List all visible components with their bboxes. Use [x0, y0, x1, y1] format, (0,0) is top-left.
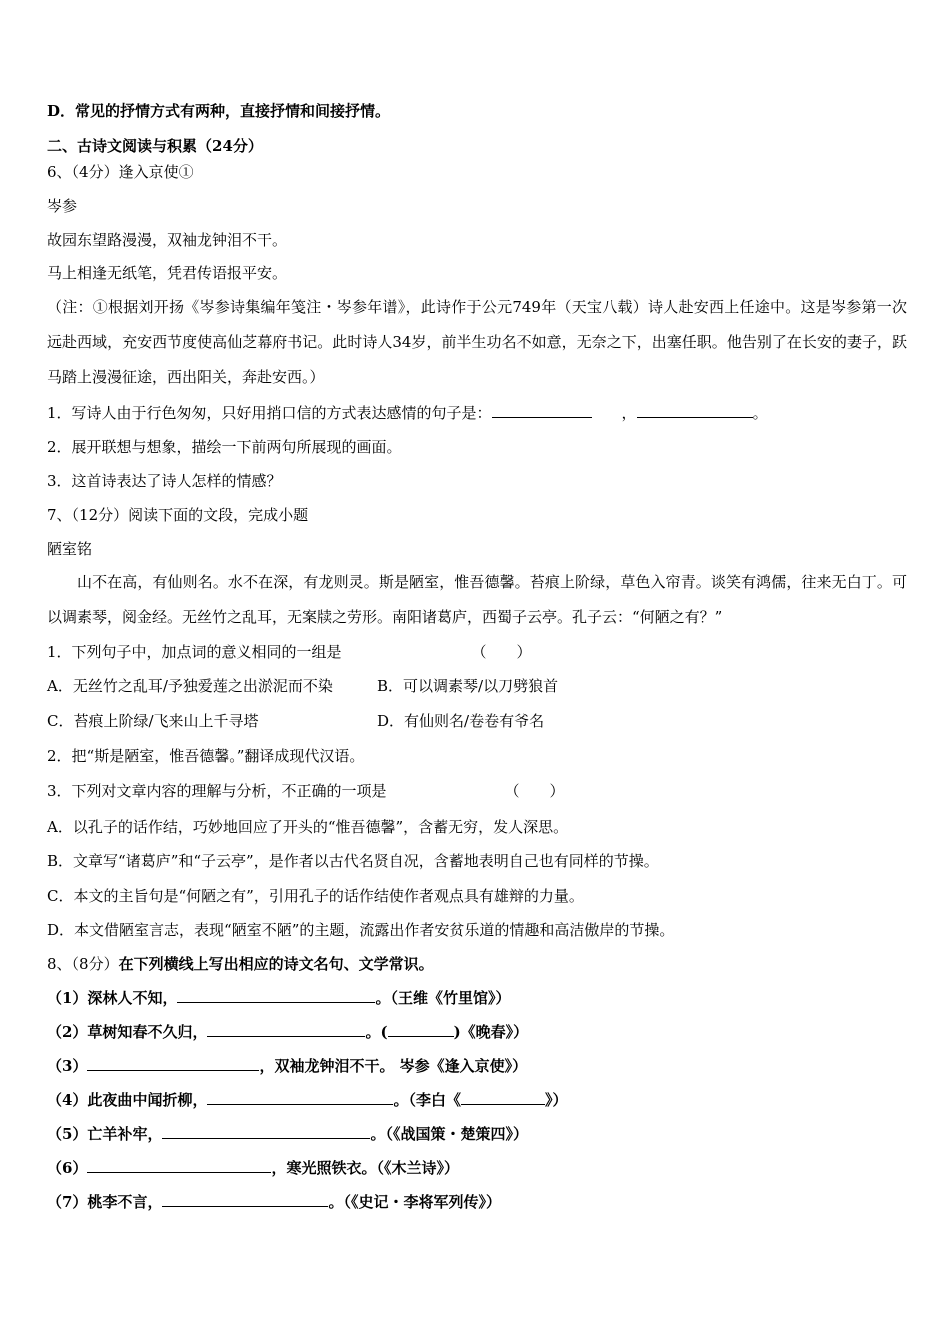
option-a: A．无丝竹之乱耳/予独爱莲之出淤泥而不染 [47, 677, 333, 695]
q7-sub3-option-a: A．以孔子的话作结，巧妙地回应了开头的“惟吾德馨”，含蓄无穷，发人深思。 [47, 818, 569, 836]
passage-text: 山不在高，有仙则名。水不在深，有龙则灵。斯是陋室，惟吾德馨。苔痕上阶绿，草色入帘青。谈笑有鸿儒，往来无白丁。可以调素琴，阅金经。无丝竹之乱耳，无案牍之劳形。南阳诸葛庐，西蜀子云亭。孔子云：“何陋之有？” [47, 573, 907, 626]
q6-sub2: 2．展开联想与想象，描绘一下前两句所展现的画面。 [47, 438, 402, 456]
q8-item-4 [47, 1090, 907, 1110]
q7-sub3 [47, 781, 907, 801]
q7-sub3-option-b: B．文章写“诸葛庐”和“子云亭”，是作者以古代名贤自况，含蓄地表明自己也有同样的节操。 [47, 852, 659, 870]
option-c: C．苔痕上阶绿/飞来山上千寻塔 [47, 712, 259, 730]
q8-header [47, 954, 907, 974]
answer-blank[interactable] [87, 1158, 271, 1173]
q7-sub3-text: 3．下列对文章内容的理解与分析，不正确的一项是 [47, 782, 387, 800]
poem-line-1: 故园东望路漫漫，双袖龙钟泪不干。 [47, 231, 288, 249]
poem-author: 岑参 [47, 197, 78, 215]
q8-item-2-mid: 。( [365, 1023, 388, 1041]
q7-sub3-option-d: D．本文借陋室言志，表现“陋室不陋”的主题，流露出作者安贫乐道的情趣和高洁傲岸的节操。 [47, 921, 675, 939]
poem-line-2: 马上相逢无纸笔，凭君传语报平安。 [47, 264, 288, 282]
answer-blank[interactable] [162, 1124, 370, 1139]
q7-options-cd [47, 711, 907, 731]
section-title: 二、古诗文阅读与积累（24分） [47, 137, 263, 155]
answer-blank[interactable] [162, 1192, 328, 1207]
q7-options-ab [47, 676, 907, 696]
q8-item-7-source: 。（《史记・李将军列传》） [328, 1193, 501, 1211]
q8-item-2-source: )《晚春》） [453, 1023, 529, 1041]
q7-sub3-option-c: C．本文的主旨句是“何陋之有”，引用孔子的话作结使作者观点具有雄辩的力量。 [47, 887, 584, 905]
q8-item-6-num: （6） [47, 1159, 88, 1177]
q8-item-7 [47, 1192, 907, 1212]
q8-header-num: 8、（8分） [47, 955, 119, 973]
q8-item-4-mid: 。（李白《 [393, 1091, 461, 1109]
option-b: B．可以调素琴/以刀劈狼首 [377, 677, 559, 695]
q6-header: 6、（4分）逢入京使➀ [47, 163, 194, 181]
q6-sub1 [47, 403, 907, 423]
q6-sub1-end: 。 [752, 404, 768, 422]
passage-title: 陋室铭 [47, 540, 93, 558]
q8-item-7-text: （7）桃李不言， [47, 1193, 163, 1211]
answer-blank[interactable] [87, 1056, 259, 1071]
q8-item-5-text: （5）亡羊补牢， [47, 1125, 163, 1143]
q8-item-4-end: 》） [544, 1091, 568, 1109]
poem-note: （注：➀根据刘开扬《岑参诗集编年笺注・岑参年谱》，此诗作于公元749年（天宝八载）诗人赴安西上任途中。这是岑参第一次远赴西域，充安西节度使高仙芝幕府书记。此时诗人34岁，前半生功名不如意，无奈之下，出塞任职。他告别了在长安的妻子，跃马踏上漫漫征途，西出阳关，奔赴安西。） [47, 298, 907, 386]
q8-item-3-num: （3） [47, 1057, 88, 1075]
q8-header-text: 在下列横线上写出相应的诗文名句、文学常识。 [118, 955, 434, 973]
q8-item-1-text: （1）深林人不知， [47, 989, 178, 1007]
q7-sub3-paren: （ ） [504, 782, 565, 800]
q8-item-3-text: ，双袖龙钟泪不干。 岑参《逢入京使》） [259, 1057, 528, 1075]
q6-sub1-comma: ， [621, 404, 637, 422]
q8-item-3 [47, 1056, 907, 1076]
q6-sub1-text: 1．写诗人由于行色匆匆，只好用捎口信的方式表达感情的句子是： [47, 404, 492, 422]
q7-sub1 [47, 642, 907, 662]
answer-blank[interactable] [461, 1090, 545, 1105]
q8-item-5-source: 。（《战国策・楚策四》） [370, 1125, 528, 1143]
option-d: D．有仙则名/卷卷有爷名 [377, 712, 545, 730]
q8-item-4-text: （4）此夜曲中闻折柳， [47, 1091, 208, 1109]
answer-blank[interactable] [388, 1022, 454, 1037]
option-d-lyric: D．常见的抒情方式有两种，直接抒情和间接抒情。 [47, 102, 391, 120]
q8-item-1 [47, 988, 907, 1008]
q7-sub1-paren: （ ） [471, 643, 532, 661]
q8-item-6-text: ，寒光照铁衣。（《木兰诗》） [271, 1159, 459, 1177]
q8-item-5 [47, 1124, 907, 1144]
q8-item-2 [47, 1022, 907, 1042]
answer-blank[interactable] [207, 1022, 365, 1037]
q7-header: 7、（12分）阅读下面的文段，完成小题 [47, 506, 309, 524]
answer-blank[interactable] [207, 1090, 393, 1105]
q7-sub1-text: 1．下列句子中，加点词的意义相同的一组是 [47, 643, 342, 661]
q8-item-2-text: （2）草树知春不久归， [47, 1023, 208, 1041]
q8-item-1-source: 。（王维《竹里馆》） [375, 989, 511, 1007]
q6-sub3: 3．这首诗表达了诗人怎样的情感？ [47, 472, 282, 490]
q8-item-6 [47, 1158, 907, 1178]
answer-blank[interactable] [637, 403, 753, 418]
q7-sub2: 2．把“斯是陋室，惟吾德馨。”翻译成现代汉语。 [47, 747, 365, 765]
answer-blank[interactable] [492, 403, 592, 418]
answer-blank[interactable] [177, 988, 375, 1003]
